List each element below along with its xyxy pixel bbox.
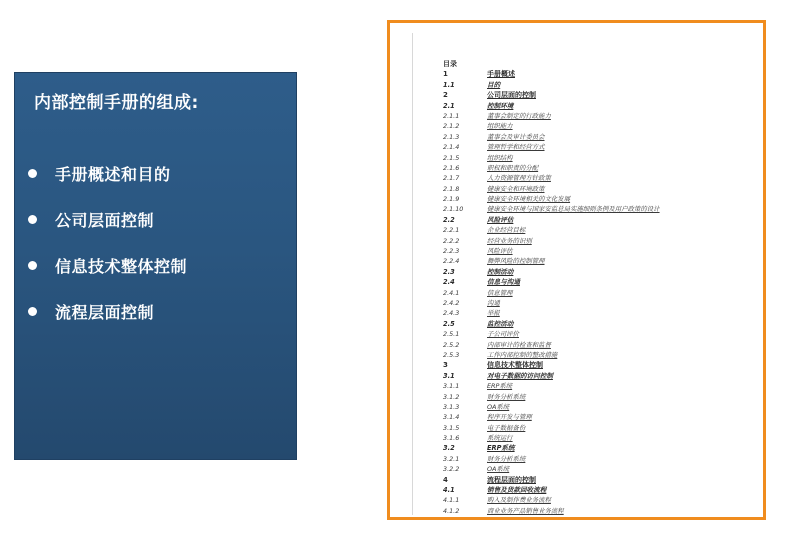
toc-entry-label: 健康安全环境与国家安监总局实施细则条例及用户政策的设计 bbox=[487, 205, 660, 214]
toc-number: 4.1.1 bbox=[443, 496, 460, 505]
toc-entry-label: 公司层面的控制 bbox=[487, 91, 536, 100]
bullet-label: 手册概述和目的 bbox=[55, 164, 171, 184]
toc-entry-label: 董事会制定的行政能力 bbox=[487, 111, 551, 120]
toc-number: 2.1.4 bbox=[443, 143, 460, 152]
toc-number: 2.1.5 bbox=[443, 153, 460, 162]
toc-entry-label: 流程层面的控制 bbox=[487, 475, 536, 484]
toc-row bbox=[443, 101, 753, 111]
toc-number: 4.1 bbox=[443, 486, 455, 495]
toc-number: 2.5.3 bbox=[443, 350, 460, 359]
toc-entry-label: 人力资源管理方针政策 bbox=[487, 174, 551, 183]
toc-row bbox=[443, 443, 753, 453]
toc-row bbox=[443, 381, 753, 391]
toc-row bbox=[443, 423, 753, 433]
toc-number: 3.2.2 bbox=[443, 465, 460, 474]
toc-number: 2.1.2 bbox=[443, 122, 460, 131]
toc-number: 3.1 bbox=[443, 371, 455, 380]
toc-row bbox=[443, 194, 753, 204]
toc-row bbox=[443, 392, 753, 402]
toc-entry-label: 经营业务的识别 bbox=[487, 236, 532, 245]
bullet-icon bbox=[28, 261, 37, 270]
toc-row bbox=[443, 485, 753, 495]
toc-number: 3.2 bbox=[443, 444, 455, 453]
bullet-icon bbox=[28, 169, 37, 178]
toc-entry-label: 目的 bbox=[487, 80, 501, 89]
toc-entry-label: OA系统 bbox=[487, 402, 510, 411]
toc-row bbox=[443, 402, 753, 412]
list-item bbox=[28, 288, 287, 334]
table-of-contents bbox=[443, 59, 753, 515]
toc-number: 2.3 bbox=[443, 267, 455, 276]
toc-row bbox=[443, 90, 753, 100]
toc-entry-label: 内部审计的检查和监督 bbox=[487, 340, 551, 349]
toc-number: 3.1.3 bbox=[443, 402, 460, 411]
bullet-icon bbox=[28, 215, 37, 224]
toc-number: 3.1.1 bbox=[443, 382, 460, 391]
document-page bbox=[412, 33, 755, 515]
toc-row bbox=[443, 173, 753, 183]
toc-row bbox=[443, 267, 753, 277]
toc-row bbox=[443, 288, 753, 298]
toc-row bbox=[443, 225, 753, 235]
toc-number: 3.2.1 bbox=[443, 454, 460, 463]
panel-title: 内部控制手册的组成: bbox=[34, 93, 199, 113]
toc-entry-label: ERP系统 bbox=[487, 444, 515, 453]
toc-number: 目录 bbox=[443, 60, 457, 68]
toc-row bbox=[443, 132, 753, 142]
toc-row bbox=[443, 464, 753, 474]
toc-number: 2.2.3 bbox=[443, 247, 460, 256]
toc-entry-label: 风险评估 bbox=[487, 247, 513, 256]
toc-entry-label: 子公司评价 bbox=[487, 330, 519, 339]
toc-number: 2.1.9 bbox=[443, 195, 460, 204]
toc-entry-label: 购入及制作费业务流程 bbox=[487, 496, 551, 505]
toc-row bbox=[443, 111, 753, 121]
toc-row bbox=[443, 163, 753, 173]
toc-row bbox=[443, 371, 753, 381]
list-item bbox=[28, 150, 287, 196]
toc-entry-label: 风险评估 bbox=[487, 215, 514, 224]
toc-row bbox=[443, 80, 753, 90]
composition-panel bbox=[14, 72, 297, 460]
toc-number: 2.1.8 bbox=[443, 184, 460, 193]
toc-entry-label: ERP系统 bbox=[487, 382, 513, 391]
toc-row bbox=[443, 340, 753, 350]
toc-row bbox=[443, 475, 753, 485]
toc-entry-label: 组织能力 bbox=[487, 122, 513, 131]
toc-number: 3.1.2 bbox=[443, 392, 460, 401]
toc-entry-label: 电子数据备份 bbox=[487, 423, 526, 432]
toc-number: 3 bbox=[443, 361, 448, 370]
toc-number: 2.2.2 bbox=[443, 236, 460, 245]
list-item bbox=[28, 196, 287, 242]
toc-entry-label: 对电子数据的访问控制 bbox=[487, 371, 553, 380]
toc-number: 4 bbox=[443, 475, 448, 484]
toc-number: 3.1.6 bbox=[443, 434, 460, 443]
toc-row bbox=[443, 298, 753, 308]
toc-row bbox=[443, 308, 753, 318]
toc-entry-label: 组织结构 bbox=[487, 153, 513, 162]
toc-number: 2.1 bbox=[443, 101, 455, 110]
toc-entry-label: 信息管理 bbox=[487, 288, 513, 297]
toc-row bbox=[443, 495, 753, 505]
toc-entry-label: 信息技术整体控制 bbox=[487, 361, 543, 370]
toc-row bbox=[443, 153, 753, 163]
list-item bbox=[28, 242, 287, 288]
toc-row bbox=[443, 277, 753, 287]
toc-entry-label: 管理哲学和经营方式 bbox=[487, 143, 545, 152]
toc-number: 2.4 bbox=[443, 278, 455, 287]
toc-entry-label: 沟通 bbox=[487, 298, 500, 307]
toc-number: 2 bbox=[443, 91, 448, 100]
toc-row bbox=[443, 142, 753, 152]
toc-entry-label: 健康安全环境相关的文化发展 bbox=[487, 195, 571, 204]
toc-number: 3.1.5 bbox=[443, 423, 460, 432]
toc-number: 2.4.3 bbox=[443, 309, 460, 318]
toc-row bbox=[443, 506, 753, 515]
toc-entry-label: 手册概述 bbox=[487, 70, 515, 79]
toc-row bbox=[443, 329, 753, 339]
toc-number: 2.1.6 bbox=[443, 163, 460, 172]
toc-number: 2.1.3 bbox=[443, 132, 460, 141]
toc-entry-label: 程序开发与管理 bbox=[487, 413, 532, 422]
toc-entry-label: 财务分析系统 bbox=[487, 392, 526, 401]
toc-entry-label: 系统运行 bbox=[487, 434, 513, 443]
toc-number: 2.5.1 bbox=[443, 330, 460, 339]
toc-entry-label: 控制环境 bbox=[487, 101, 514, 110]
toc-row bbox=[443, 215, 753, 225]
toc-number: 2.2.1 bbox=[443, 226, 460, 235]
toc-number: 2.4.2 bbox=[443, 298, 460, 307]
toc-number: 2.1.1 bbox=[443, 111, 460, 120]
toc-entry-label: 工作内部控制的整改措施 bbox=[487, 350, 558, 359]
toc-number: 4.1.2 bbox=[443, 506, 460, 515]
toc-row bbox=[443, 360, 753, 370]
toc-entry-label: 企业经营目标 bbox=[487, 226, 526, 235]
toc-entry-label: 舞弊风险的控制管理 bbox=[487, 257, 545, 266]
toc-row bbox=[443, 433, 753, 443]
toc-row bbox=[443, 59, 753, 69]
toc-entry-label: 信息与沟通 bbox=[487, 278, 520, 287]
toc-row bbox=[443, 412, 753, 422]
composition-bullet-list bbox=[28, 150, 287, 334]
toc-number: 1 bbox=[443, 70, 448, 79]
toc-number: 1.1 bbox=[443, 80, 455, 89]
toc-entry-label: 销售及货款回收流程 bbox=[487, 486, 547, 495]
toc-row bbox=[443, 256, 753, 266]
toc-entry-label: 商业业务产品销售业务流程 bbox=[487, 506, 564, 515]
toc-row bbox=[443, 69, 753, 79]
toc-row bbox=[443, 350, 753, 360]
document-highlight-frame bbox=[387, 20, 766, 520]
toc-row bbox=[443, 246, 753, 256]
toc-entry-label: 董事会及审计委员会 bbox=[487, 132, 545, 141]
toc-entry-label: 监控活动 bbox=[487, 319, 514, 328]
toc-row bbox=[443, 204, 753, 214]
toc-number: 2.2.4 bbox=[443, 257, 460, 266]
bullet-label: 流程层面控制 bbox=[55, 302, 155, 322]
toc-number: 2.5 bbox=[443, 319, 455, 328]
toc-entry-label: 职权和职责的分配 bbox=[487, 163, 539, 172]
toc-number: 2.4.1 bbox=[443, 288, 460, 297]
toc-row bbox=[443, 236, 753, 246]
bullet-icon bbox=[28, 307, 37, 316]
toc-number: 2.2 bbox=[443, 215, 455, 224]
bullet-label: 公司层面控制 bbox=[55, 210, 155, 230]
toc-entry-label: OA系统 bbox=[487, 465, 510, 474]
toc-row bbox=[443, 454, 753, 464]
toc-number: 2.5.2 bbox=[443, 340, 460, 349]
bullet-label: 信息技术整体控制 bbox=[55, 256, 188, 276]
toc-number: 3.1.4 bbox=[443, 413, 460, 422]
toc-row bbox=[443, 184, 753, 194]
toc-entry-label: 举报 bbox=[487, 309, 500, 318]
toc-entry-label: 财务分析系统 bbox=[487, 454, 526, 463]
toc-entry-label: 控制活动 bbox=[487, 267, 514, 276]
toc-number: 2.1.10 bbox=[443, 205, 464, 214]
toc-number: 2.1.7 bbox=[443, 174, 460, 183]
toc-entry-label: 健康安全和环境政策 bbox=[487, 184, 545, 193]
toc-row bbox=[443, 121, 753, 131]
toc-row bbox=[443, 319, 753, 329]
